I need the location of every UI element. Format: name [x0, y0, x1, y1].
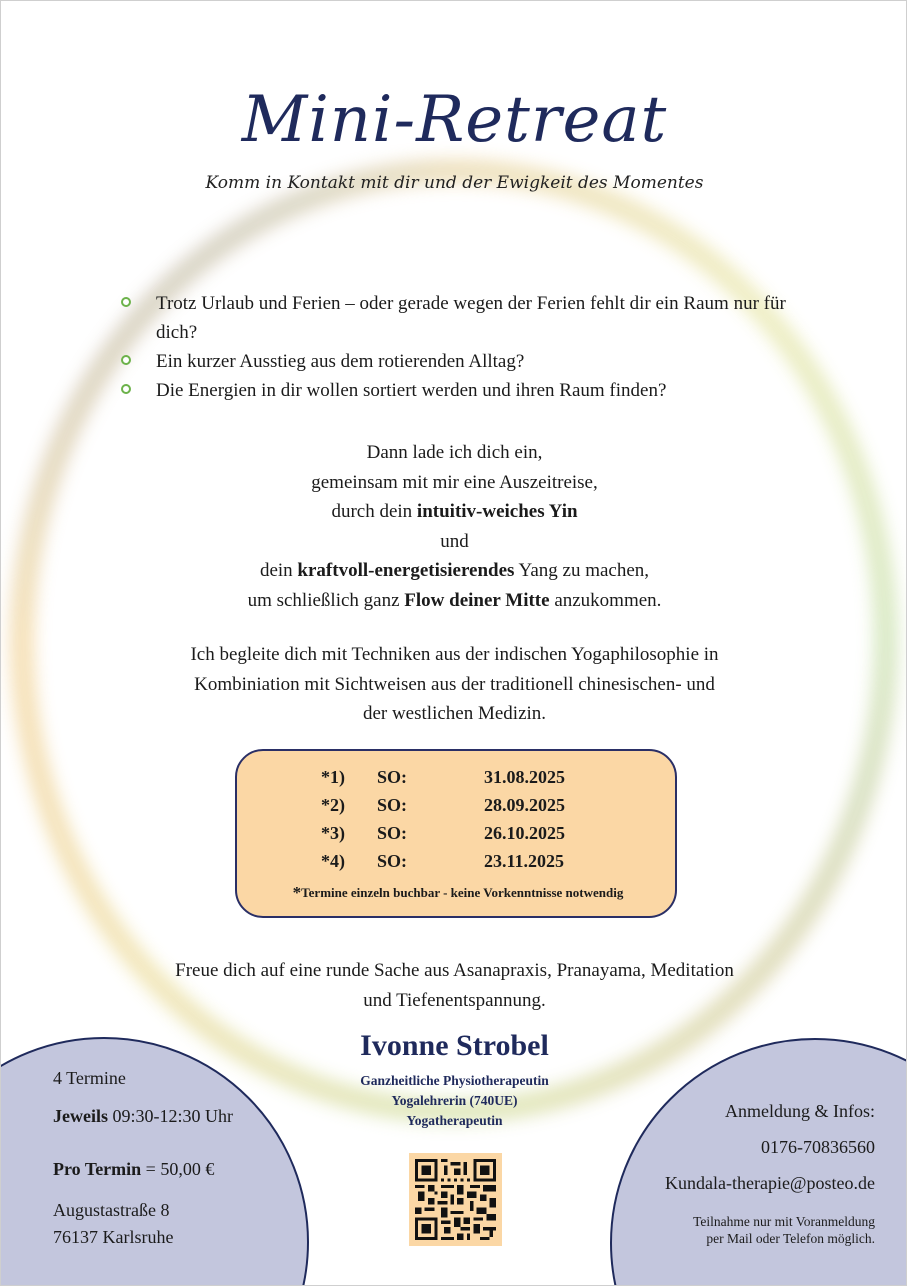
method-line: Kombiniation mit Sichtweisen aus der traditionell chinesischen- und — [194, 673, 715, 695]
program-line: Freue dich auf eine runde Sache aus Asanapraxis, Pranayama, Meditation — [175, 960, 734, 981]
email-link[interactable]: Kundala-therapie@posteo.de — [665, 1173, 875, 1193]
registration-heading: Anmeldung & Infos: — [725, 1101, 875, 1121]
invitation-line: gemeinsam mit mir eine Auszeitreise, — [311, 471, 598, 493]
session-count: 4 Termine — [53, 1068, 126, 1088]
question-list — [121, 289, 821, 405]
date-number: *2) — [321, 795, 345, 815]
method-line: Ich begleite dich mit Techniken aus der indischen Yogaphilosophie in — [190, 644, 719, 665]
list-item-text: Ein kurzer Ausstieg aus dem rotierenden Alltag? — [156, 351, 525, 372]
list-item-text: Trotz Urlaub und Ferien – oder gerade wegen der Ferien fehlt dir ein Raum nur für dich? — [156, 293, 786, 343]
dates-footnote: *Termine einzeln buchbar - keine Vorkenntnisse notwendig — [292, 883, 624, 902]
date-weekday: SO: — [377, 823, 408, 843]
bullet-circle-icon — [121, 297, 131, 307]
date-weekday: SO: — [377, 795, 408, 815]
phone-number[interactable]: 0176-70836560 — [761, 1137, 875, 1157]
date-number: *1) — [321, 767, 345, 787]
bullet-circle-icon — [121, 384, 131, 394]
qualification-line: Yogalehrerin (740UE) — [391, 1093, 518, 1108]
invitation-line: durch dein intuitiv-weiches Yin — [331, 501, 578, 522]
date-value: 26.10.2025 — [484, 823, 565, 843]
date-value: 28.09.2025 — [484, 795, 565, 815]
program-line: und Tiefenentspannung. — [363, 989, 546, 1011]
qr-code[interactable] — [409, 1153, 502, 1246]
registration-note — [693, 1213, 875, 1247]
page-title: Mini-Retreat — [241, 83, 668, 157]
date-row — [237, 851, 679, 879]
date-number: *3) — [321, 823, 345, 843]
date-row — [237, 767, 679, 795]
list-item — [121, 376, 821, 405]
qualification-line: Ganzheitliche Physiotherapeutin — [360, 1073, 549, 1088]
list-item — [121, 347, 821, 376]
date-weekday: SO: — [377, 851, 408, 871]
note-line: per Mail oder Telefon möglich. — [706, 1231, 875, 1246]
invitation-line: und — [440, 530, 469, 552]
invitation-line: dein kraftvoll-energetisierendes Yang zu machen, — [259, 560, 650, 581]
date-row — [237, 823, 679, 851]
bullet-circle-icon — [121, 355, 131, 365]
invitation-line: um schließlich ganz Flow deiner Mitte anzukommen. — [247, 589, 662, 611]
address-street: Augustastraße 8 — [53, 1200, 170, 1220]
address-city: 76137 Karlsruhe — [53, 1227, 174, 1247]
teacher-name: Ivonne Strobel — [360, 1029, 549, 1062]
dates-box — [235, 749, 677, 918]
method-line: der westlichen Medizin. — [362, 703, 547, 724]
note-line: Teilnahme nur mit Voranmeldung — [693, 1214, 875, 1229]
session-time: Jeweils 09:30-12:30 Uhr — [53, 1106, 233, 1126]
method-paragraph — [101, 640, 808, 729]
list-item-text: Die Energien in dir wollen sortiert werden und ihren Raum finden? — [156, 380, 667, 401]
date-row — [237, 795, 679, 823]
page-subtitle: Komm in Kontakt mit dir und der Ewigkeit des Momentes — [205, 173, 704, 193]
date-value: 23.11.2025 — [484, 851, 565, 871]
program-paragraph — [81, 956, 828, 1015]
date-number: *4) — [321, 851, 345, 871]
qualification-line: Yogatherapeutin — [406, 1113, 503, 1128]
session-price: Pro Termin = 50,00 € — [53, 1159, 215, 1179]
invitation-paragraph — [101, 438, 808, 615]
invitation-line: Dann lade ich dich ein, — [366, 442, 543, 463]
qr-code-icon — [415, 1159, 496, 1240]
list-item — [121, 289, 821, 347]
date-weekday: SO: — [377, 767, 408, 787]
date-value: 31.08.2025 — [484, 767, 565, 787]
